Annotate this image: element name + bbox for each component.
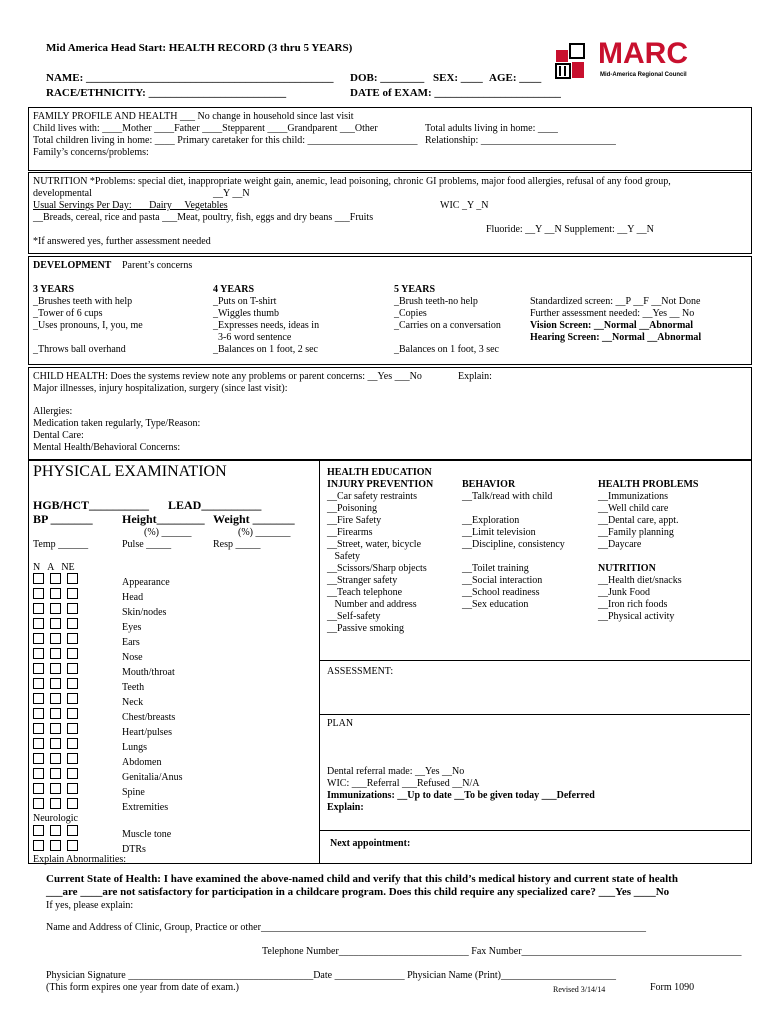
medication[interactable]: Medication taken regularly, Type/Reason: <box>33 418 201 429</box>
exam-checkbox[interactable] <box>50 678 61 689</box>
injury-prevention-item[interactable]: __Fire Safety <box>327 515 382 526</box>
exam-checkbox[interactable] <box>50 840 61 851</box>
neurologic-label: Neurologic <box>33 813 78 824</box>
pulse-field[interactable]: Pulse _____ <box>122 539 172 550</box>
revised-date: Revised 3/14/14 <box>553 985 606 994</box>
exam-checkbox[interactable] <box>33 663 44 674</box>
plan-label[interactable]: PLAN <box>327 718 354 729</box>
exam-checkbox[interactable] <box>50 618 61 629</box>
health-problem-item[interactable]: __Immunizations <box>598 491 668 502</box>
exam-checkbox[interactable] <box>50 663 61 674</box>
dev-4yr-item[interactable]: _Balances on 1 foot, 2 sec <box>213 344 318 355</box>
dev-5yr-item[interactable]: _Copies <box>394 308 427 319</box>
health-problem-item[interactable]: __Dental care, appt. <box>598 515 679 526</box>
standardized-screen[interactable]: Standardized screen: __P __F __Not Done <box>530 296 701 307</box>
injury-prevention-item[interactable]: __Passive smoking <box>327 623 404 634</box>
exam-checkbox[interactable] <box>67 768 78 779</box>
exam-item-label: Mouth/throat <box>122 667 175 678</box>
exam-checkbox[interactable] <box>50 693 61 704</box>
health-problem-item[interactable]: __Well child care <box>598 503 669 514</box>
assessment-divider <box>319 660 750 661</box>
dev-4yr-item-cont: 3-6 word sentence <box>213 332 292 343</box>
behavior-item[interactable]: __Social interaction <box>462 575 543 586</box>
plan-explain[interactable]: Explain: <box>327 802 364 813</box>
sex-field[interactable]: SEX: ____ <box>433 72 483 84</box>
form-number: Form 1090 <box>650 982 695 993</box>
wic-yn[interactable]: WIC _Y _N <box>440 200 489 211</box>
plan-divider <box>319 714 750 715</box>
injury-prevention-item[interactable]: __Teach telephone <box>327 587 403 598</box>
exam-checkbox[interactable] <box>33 753 44 764</box>
exam-checkbox[interactable] <box>33 573 44 584</box>
exam-item-label: Genitalia/Anus <box>122 772 183 783</box>
exam-checkbox[interactable] <box>33 618 44 629</box>
injury-prevention-item[interactable]: __Stranger safety <box>327 575 398 586</box>
injury-prevention-item[interactable]: __Poisoning <box>327 503 378 514</box>
behavior-item[interactable]: __Exploration <box>462 515 520 526</box>
exam-checkbox[interactable] <box>67 603 78 614</box>
behavior-item[interactable]: __Limit television <box>462 527 536 538</box>
dev-4yr-item[interactable]: _Wiggles thumb <box>213 308 279 319</box>
exam-column-headers: N A NE <box>33 562 75 573</box>
further-assessment[interactable]: Further assessment needed: __Yes __ No <box>530 308 695 319</box>
exam-checkbox[interactable] <box>67 648 78 659</box>
exam-item-label: Muscle tone <box>122 829 172 840</box>
exam-checkbox[interactable] <box>67 738 78 749</box>
exam-checkbox[interactable] <box>67 825 78 836</box>
immunizations-status[interactable]: Immunizations: __Up to date __To be given today ___Deferred <box>327 790 595 801</box>
injury-prevention-item[interactable]: __Firearms <box>327 527 373 538</box>
injury-prevention-item[interactable]: __Car safety restraints <box>327 491 417 502</box>
hgb-field[interactable]: HGB/HCT__________ <box>33 498 150 512</box>
dev-4yr-item[interactable]: _Expresses needs, ideas in <box>213 320 320 331</box>
exam-checkbox[interactable] <box>50 753 61 764</box>
behavior-item[interactable]: __Talk/read with child <box>462 491 553 502</box>
dev-3yr-heading: 3 YEARS <box>33 284 75 295</box>
nutrition-servings: Usual Servings Per Day: ___Dairy __Vegetables <box>33 200 228 211</box>
nutrition-ed-item[interactable]: __Junk Food <box>598 587 650 598</box>
exam-checkbox[interactable] <box>33 783 44 794</box>
exam-checkbox[interactable] <box>67 723 78 734</box>
dev-3yr-item[interactable]: _Brushes teeth with help <box>33 296 133 307</box>
exam-checkbox[interactable] <box>50 633 61 644</box>
dev-5yr-item[interactable]: _Carries on a conversation <box>394 320 501 331</box>
logo-text: MARC <box>598 37 688 70</box>
allergies[interactable]: Allergies: <box>33 406 73 417</box>
family-concerns[interactable]: Family’s concerns/problems: <box>33 147 149 158</box>
exam-item-label: Abdomen <box>122 757 162 768</box>
exam-checkbox[interactable] <box>33 768 44 779</box>
next-appt-divider <box>319 830 750 831</box>
exam-checkbox[interactable] <box>33 693 44 704</box>
dev-3yr-item[interactable]: _Throws ball overhand <box>33 344 126 355</box>
injury-prevention-item[interactable]: __Self-safety <box>327 611 381 622</box>
exam-item-label: Heart/pulses <box>122 727 172 738</box>
health-problems-title: HEALTH PROBLEMS <box>598 479 699 490</box>
dental-care[interactable]: Dental Care: <box>33 430 84 441</box>
date-of-exam-field[interactable]: DATE of EXAM: _______________________ <box>350 87 561 99</box>
behavior-title: BEHAVIOR <box>462 479 516 490</box>
exam-item-label: DTRs <box>122 844 146 855</box>
exam-checkbox[interactable] <box>50 738 61 749</box>
behavior-item[interactable]: __Discipline, consistency <box>462 539 565 550</box>
exam-item-label: Eyes <box>122 622 142 633</box>
current-health-options[interactable]: ___are ____are not satisfactory for participation in a childcare program. Does this child require any specialized care? ___Yes ____No <box>46 886 670 898</box>
exam-item-label: Teeth <box>122 682 145 693</box>
exam-checkbox[interactable] <box>50 825 61 836</box>
injury-prevention-item[interactable]: Safety <box>327 551 361 562</box>
major-illnesses[interactable]: Major illnesses, injury hospitalization, surgery (since last visit): <box>33 383 288 394</box>
health-problem-item[interactable]: __Daycare <box>598 539 642 550</box>
health-problem-item[interactable]: __Family planning <box>598 527 674 538</box>
exam-checkbox[interactable] <box>67 753 78 764</box>
child-health-explain[interactable]: Explain: <box>458 371 492 382</box>
exam-checkbox[interactable] <box>33 648 44 659</box>
physician-signature-field[interactable]: Physician Signature _____________________________________Date ______________ Physician Name (Print)_______________________ <box>46 970 616 981</box>
expiry-note: (This form expires one year from date of exam.) <box>46 982 239 993</box>
exam-item-label: Appearance <box>122 577 170 588</box>
nutrition-ed-item[interactable]: __Health diet/snacks <box>598 575 682 586</box>
exam-checkbox[interactable] <box>67 798 78 809</box>
weight-field[interactable]: Weight _______ <box>213 512 295 526</box>
exam-divider <box>319 460 320 863</box>
dental-referral[interactable]: Dental referral made: __Yes __No <box>327 766 465 777</box>
exam-checkbox[interactable] <box>33 798 44 809</box>
exam-checkbox[interactable] <box>50 573 61 584</box>
nutrition-ed-item[interactable]: __Physical activity <box>598 611 675 622</box>
exam-checkbox[interactable] <box>67 678 78 689</box>
exam-item-label: Lungs <box>122 742 147 753</box>
exam-checkbox[interactable] <box>33 723 44 734</box>
development-heading: DEVELOPMENT <box>33 260 112 271</box>
name-field[interactable]: NAME: _____________________________________________ <box>46 72 334 84</box>
fluoride-supplement[interactable]: Fluoride: __Y __N Supplement: __Y __N <box>486 224 654 235</box>
exam-checkbox[interactable] <box>50 588 61 599</box>
weight-pct[interactable]: (%) _______ <box>238 527 291 538</box>
nutrition-line-2: developmental <box>33 188 92 199</box>
lead-field[interactable]: LEAD__________ <box>168 498 262 512</box>
family-line-1: FAMILY PROFILE AND HEALTH ___ No change in household since last visit <box>33 111 354 122</box>
dev-3yr-item[interactable]: _Uses pronouns, I, you, me <box>33 320 143 331</box>
hearing-screen[interactable]: Hearing Screen: __Normal __Abnormal <box>530 332 702 343</box>
nutrition-ed-item[interactable]: __Iron rich foods <box>598 599 668 610</box>
age-field[interactable]: AGE: ____ <box>489 72 542 84</box>
dev-5yr-item[interactable]: _Balances on 1 foot, 3 sec <box>394 344 499 355</box>
explain-abnormalities[interactable]: Explain Abnormalities: <box>33 854 127 865</box>
assessment-label[interactable]: ASSESSMENT: <box>327 666 394 677</box>
child-health-line-1[interactable]: CHILD HEALTH: Does the systems review note any problems or parent concerns: __Yes ___No <box>33 371 422 382</box>
injury-prevention-title: INJURY PREVENTION <box>327 479 434 490</box>
exam-checkbox[interactable] <box>33 825 44 836</box>
bp-field[interactable]: BP _______ <box>33 512 93 526</box>
race-field[interactable]: RACE/ETHNICITY: _________________________ <box>46 87 287 99</box>
exam-checkbox[interactable] <box>67 708 78 719</box>
dob-field[interactable]: DOB: ________ <box>350 72 425 84</box>
exam-checkbox[interactable] <box>67 573 78 584</box>
exam-checkbox[interactable] <box>50 648 61 659</box>
exam-item-label: Head <box>122 592 144 603</box>
exam-checkbox[interactable] <box>67 663 78 674</box>
exam-item-label: Nose <box>122 652 143 663</box>
health-ed-title: HEALTH EDUCATION <box>327 467 432 478</box>
exam-checkbox[interactable] <box>67 783 78 794</box>
mental-health[interactable]: Mental Health/Behavioral Concerns: <box>33 442 181 453</box>
next-appointment[interactable]: Next appointment: <box>330 838 411 849</box>
dev-5yr-heading: 5 YEARS <box>394 284 436 295</box>
developmental-yn[interactable]: __Y __N <box>213 188 250 199</box>
clinic-field[interactable]: Name and Address of Clinic, Group, Practice or other_____________________________________________________________________________ <box>46 922 646 933</box>
exam-checkbox[interactable] <box>50 798 61 809</box>
exam-checkbox[interactable] <box>50 603 61 614</box>
nutrition-line-4: __Breads, cereal, rice and pasta ___Meat, poultry, fish, eggs and dry beans ___Fruits <box>33 212 374 223</box>
form-title: Mid America Head Start: HEALTH RECORD (3 thru 5 YEARS) <box>46 42 353 54</box>
injury-prevention-item[interactable]: Number and address <box>327 599 417 610</box>
nutrition-note: *If answered yes, further assessment needed <box>33 236 211 247</box>
exam-checkbox[interactable] <box>67 633 78 644</box>
height-pct[interactable]: (%) ______ <box>144 527 192 538</box>
exam-checkbox[interactable] <box>33 840 44 851</box>
exam-checkbox[interactable] <box>67 618 78 629</box>
exam-checkbox[interactable] <box>33 738 44 749</box>
logo-subtitle: Mid-America Regional Council <box>600 72 687 78</box>
dev-4yr-item[interactable]: _Puts on T-shirt <box>213 296 277 307</box>
dev-4yr-heading: 4 YEARS <box>213 284 255 295</box>
behavior-item[interactable]: __Toilet training <box>462 563 529 574</box>
exam-checkbox[interactable] <box>50 768 61 779</box>
nutrition-line-1: NUTRITION *Problems: special diet, inappropriate weight gain, anemic, lead poisoning, chronic GI problems, major food allergies, refusal of any food group, <box>33 176 671 187</box>
current-health-statement: Current State of Health: I have examined the above-named child and verify that this child’s medical history and current state of health <box>46 873 678 885</box>
exam-item-label: Spine <box>122 787 145 798</box>
exam-checkbox[interactable] <box>50 708 61 719</box>
exam-checkbox[interactable] <box>33 603 44 614</box>
injury-prevention-item[interactable]: __Scissors/Sharp objects <box>327 563 427 574</box>
exam-item-label: Chest/breasts <box>122 712 176 723</box>
exam-item-label: Neck <box>122 697 144 708</box>
exam-checkbox[interactable] <box>33 588 44 599</box>
exam-item-label: Ears <box>122 637 140 648</box>
exam-checkbox[interactable] <box>67 588 78 599</box>
exam-checkbox[interactable] <box>50 723 61 734</box>
vision-screen[interactable]: Vision Screen: __Normal __Abnormal <box>530 320 694 331</box>
relationship-field[interactable]: Relationship: ___________________________ <box>425 135 616 146</box>
exam-checkbox[interactable] <box>33 708 44 719</box>
exam-title: PHYSICAL EXAMINATION <box>33 463 227 480</box>
total-adults-field[interactable]: Total adults living in home: ____ <box>425 123 558 134</box>
behavior-item[interactable]: __Sex education <box>462 599 529 610</box>
family-line-2: Child lives with: ____Mother ____Father ____Stepparent ____Grandparent ___Other <box>33 123 378 134</box>
if-yes-explain[interactable]: If yes, please explain: <box>46 900 134 911</box>
nutrition-ed-title: NUTRITION <box>598 563 656 574</box>
phone-fax-field[interactable]: Telephone Number__________________________ Fax Number____________________________________________ <box>262 946 742 957</box>
parent-concerns: Parent’s concerns <box>122 260 193 271</box>
family-line-3: Total children living in home: ____ Primary caretaker for this child: ______________________ <box>33 135 418 146</box>
injury-prevention-item[interactable]: __Street, water, bicycle <box>327 539 422 550</box>
dev-3yr-item[interactable]: _Tower of 6 cups <box>33 308 103 319</box>
wic-referral[interactable]: WIC: ___Referral ___Refused __N/A <box>327 778 480 789</box>
temp-field[interactable]: Temp ______ <box>33 539 89 550</box>
behavior-item[interactable]: __School readiness <box>462 587 540 598</box>
height-field[interactable]: Height________ <box>122 512 205 526</box>
marc-logo-icon <box>552 40 594 82</box>
exam-item-label: Skin/nodes <box>122 607 167 618</box>
exam-checkbox[interactable] <box>50 783 61 794</box>
resp-field[interactable]: Resp _____ <box>213 539 261 550</box>
dev-5yr-item[interactable]: _Brush teeth-no help <box>394 296 478 307</box>
exam-checkbox[interactable] <box>33 678 44 689</box>
exam-checkbox[interactable] <box>67 693 78 704</box>
exam-checkbox[interactable] <box>67 840 78 851</box>
exam-checkbox[interactable] <box>33 633 44 644</box>
exam-item-label: Extremities <box>122 802 169 813</box>
